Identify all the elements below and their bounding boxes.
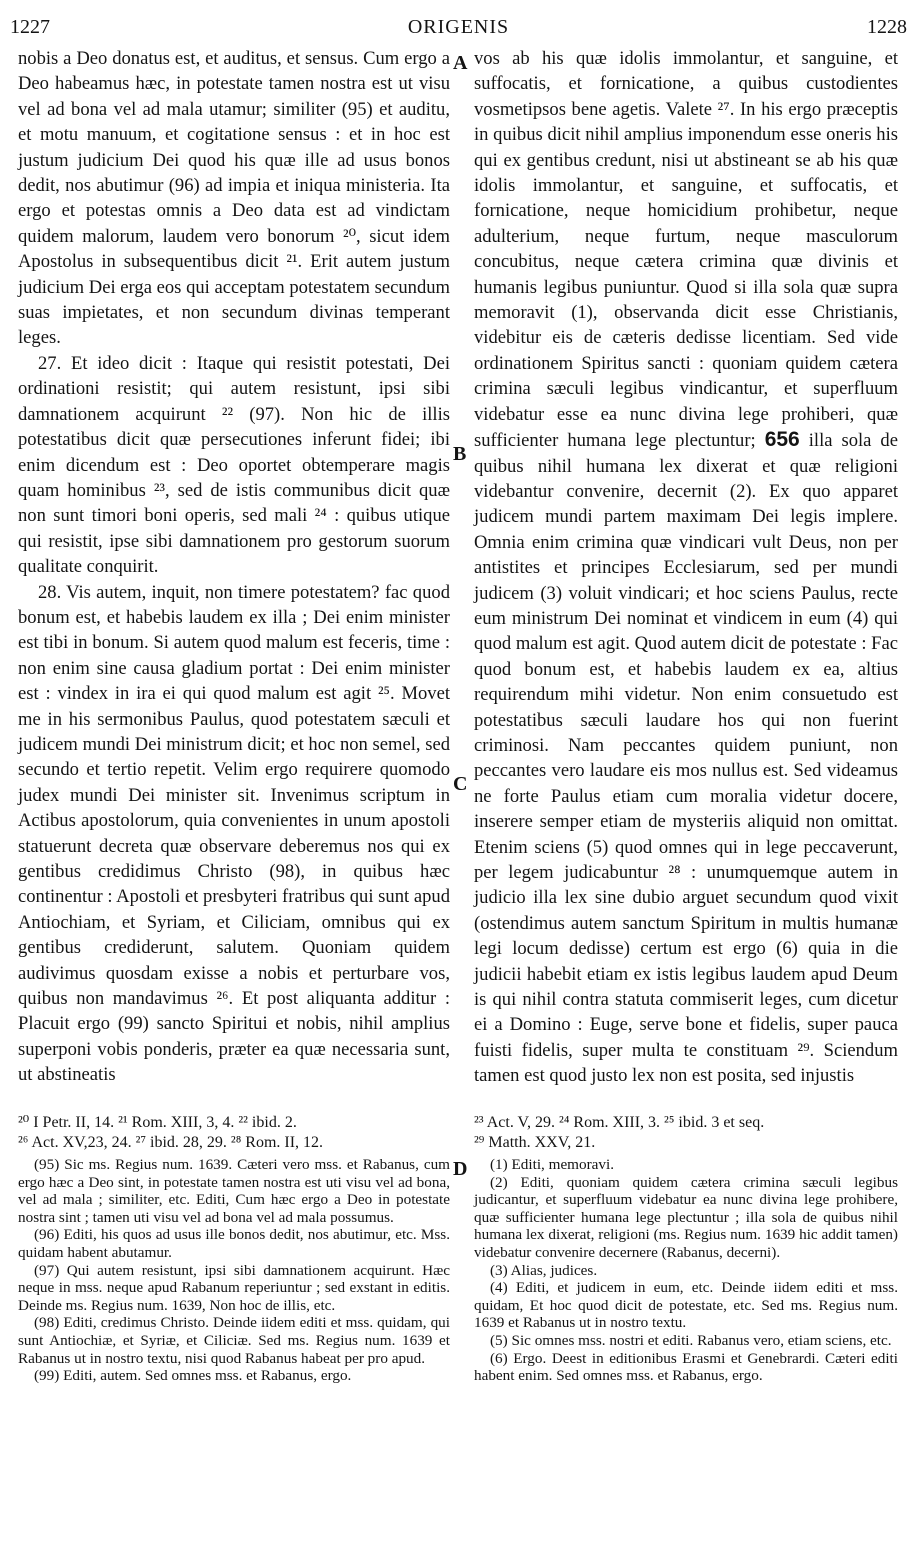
- right-paragraph-part: illa sola de quibus nihil humana lex dixerat et quæ religioni videbantur convenire, decernit (2). Ex quo apparet judicem mundi partem maximam Dei legis implere. Omnia enim crimina quæ vindicari vult Deus, non per antistites et principes Ecclesiarum, sed per mundi judicem (3) voluit vindicari; et hoc sciens Paulus, recte eum ministrum Dei nominat et vindicem in eum (4) qui quod malum est agit. Quod autem dicit de potestate : Fac quod bonum est, et habebis laudem ex ea, altius requirendum mihi videtur. Non enim consuetudo est potestatibus sæculi laudare hos qui non fuerint criminosi. Nam peccantes quidem puniunt, non peccantes vero laudare eis mos nullus est. Sed videamus ne forte Paulus etiam cum moralia videtur docere, inserere semper etiam de mysteriis aliquid non omittat. Etenim sciens (5) quod omnes qui in lege peccaverunt, per legem judicabuntur ²⁸ : unumquemque autem in judicio illa lex sine dubio arguet secundum quod vixit (ostendimus autem sanctum Spiritum in multis humanæ legi locum dedisse) certum est ergo (6) quia in die judicii habebit etiam ex istis legibus laudem apud Deum is qui nihil contra statuta commiserit leges, cum dicetur ei a Domino : Euge, serve bone et fidelis, super pauca fuisti fidelis, super multa te constituam ²⁹. Sciendum tamen est quod justo lex non est posita, sed injustis: [474, 430, 898, 1087]
- footnote: (99) Editi, autem. Sed omnes mss. et Rabanus, ergo.: [34, 1367, 352, 1385]
- footnote: (98) Editi, credimus Christo. Deinde iidem editi et mss. quidam, qui sunt Antiochiæ, et Syriæ, et Ciliciæ. Sed ms. Regius num. 1639 et Rabanus ut in nostro textu, nisi quod Rabanus habeat per pro apud.: [18, 1314, 450, 1367]
- page-number-right: 1228: [867, 16, 907, 38]
- reference-line: ²³ Act. V, 29. ²⁴ Rom. XIII, 3. ²⁵ ibid. 3 et seq.: [474, 1114, 765, 1131]
- footnote: (95) Sic ms. Regius num. 1639. Cæteri vero mss. et Rabanus, cum ergo hæc a Deo sint, in potestate tamen nostra est uti visu vel ad bona, vel ad mala ; similiter, etc. Editi, Cum hæc ergo a Deo in potestate nostra sint ; tamen uti visu vel ad bona vel ad mala possumus.: [18, 1156, 450, 1226]
- margin-marker-b: B: [453, 443, 467, 465]
- footnote: (3) Alias, judices.: [490, 1261, 598, 1279]
- right-paragraph-part: vos ab his quæ idolis immolantur, et sanguine, et suffocatis, et fornicatione, a quibus custodientes vosmetipsos bene agetis. Valete ²⁷. In his ergo præceptis in quibus dicit nihil amplius imponendum esse oneris his qui ex gentibus credunt, nisi ut abstineant se ab his quæ idolis immolantur, et sanguine, et suffocatis, et fornicatione, neque homicidium prohibetur, neque adulterium, neque furtum, neque masculorum concubitus, neque cætera crimina quæ divinis et humanis legibus puniuntur. Quod si illa sola quæ supra memoravit (1), observanda dicit esse Christianis, videbitur eis de cæteris dedisse licentiam. Sed vide ordinationem Spiritus sancti : quoniam quidem cætera crimina sæculi legibus vindicantur, et superfluum videbatur esse ea nunc divina lege prohiberi, quæ sufficienter humana lege plectuntur;: [474, 48, 898, 452]
- references-left: [18, 1113, 463, 1153]
- page-header: [10, 6, 907, 40]
- left-paragraph: 28. Vis autem, inquit, non timere potestatem? fac quod bonum est, et habebis laudem ex illa ; Dei enim minister est tibi in bonum. Si autem quod malum est feceris, time : non enim sine causa gladium portat : Dei enim minister est : vindex in ira ei qui quod malum est agit ²⁵. Movet me in his sermonibus Paulus, quod potestatem sæculi et judicem mundi Dei ministrum dicit; et hoc non semel, sed secundo et tertio repetit. Velim ergo requirere quomodo judex mundi Dei minister sit. Invenimus scriptum in Actibus apostolorum, quia convenientes in unum apostoli statuerunt decreta quæ observare deberemus nos qui ex gentibus credidimus Christo (98), in quibus hæc continentur : Apostoli et presbyteri fratribus qui sunt apud Antiochiam, et Syriam, et Ciliciam, omnibus qui ex gentibus crediderunt, salutem. Quoniam quidem audivimus quosdam exisse a nobis et perturbare vos, quibus non mandavimus ²⁶. Et post aliquanta additur : Placuit ergo (99) sancto Spiritui et nobis, nihil amplius superponi vobis ponderis, præter ea quæ necessaria sunt, ut abstineatis: [18, 581, 450, 1086]
- footnotes-right: [474, 1156, 898, 1385]
- right-paragraph: [474, 46, 898, 1089]
- page-number-left: 1227: [10, 16, 50, 38]
- left-paragraph: nobis a Deo donatus est, et auditus, et sensus. Cum ergo a Deo habeamus hæc, in potestate tamen nostra est ut visu vel ad bona vel ad mala utamur; similiter (95) et auditu, et motu manuum, et cogitatione sensus : et in hoc est justum judicium Dei quod his quæ ille ad usus bonos dedit, nos abutimur (96) ad impia et iniqua ministeria. Ita ergo et potestas omnis a Deo data est ad vindictam quidem malorum, laudem vero bonorum ²⁰, sicut idem Apostolus in subsequentibus dicit ²¹. Erit autem justum judicium Dei erga eos qui acceptam potestatem secundum suas impietates, et non secundum divinas temperant leges.: [18, 48, 450, 349]
- reference-line: ²⁹ Matth. XXV, 21.: [474, 1134, 596, 1151]
- left-paragraph: 27. Et ideo dicit : Itaque qui resistit potestati, Dei ordinationi resistit; qui autem resistunt, ipsi sibi damnationem acquirunt ²² (97). Non hic de illis potestatibus dicit quæ persecutiones inferunt fidei; ibi enim dicendum est : Deo oportet obtemperare magis quam hominibus ²³, sed de istis communibus dicit quæ non sunt timori boni operis, sed mali ²⁴ : quibus utique qui resistit, ipse sibi damnationem pro gestorum suorum qualitate conquirit.: [18, 352, 450, 578]
- margin-marker-c: C: [453, 773, 468, 795]
- reference-line: ²⁶ Act. XV,23, 24. ²⁷ ibid. 28, 29. ²⁸ Rom. II, 12.: [18, 1134, 324, 1151]
- running-title: ORIGENIS: [407, 16, 510, 38]
- footnote: (2) Editi, quoniam quidem cætera crimina sæculi legibus judicantur, et superfluum videbatur ea nunc divina lege prohibere, quæ sufficienter humana lege plectuntur ; illa sola de quibus nihil humana lex dixerat, religioni (ms. Regius num. 1639 hic addit tamen) videbatur convenire decernere (Rabanus, decerni).: [474, 1173, 898, 1261]
- footnotes-left: [18, 1156, 450, 1385]
- footnote: (1) Editi, memoravi.: [490, 1156, 614, 1173]
- page-marker-656: 656: [764, 428, 800, 452]
- references-right: [474, 1113, 899, 1153]
- left-text-column: [18, 46, 450, 1088]
- footnote: (6) Ergo. Deest in editionibus Erasmi et Genebrardi. Cæteri editi habent enim. Sed omnes mss. et Rabanus, ergo.: [474, 1349, 898, 1385]
- footnote: (5) Sic omnes mss. nostri et editi. Rabanus vero, etiam sciens, etc.: [490, 1331, 892, 1349]
- margin-marker-d: D: [453, 1158, 468, 1180]
- footnote: (4) Editi, et judicem in eum, etc. Deinde iidem editi et mss. quidam, Et hoc quod dicit de potestate, etc. Sed ms. Regius num. 1639 et Rabanus ut in nostro textu.: [474, 1279, 898, 1332]
- reference-line: ²⁰ I Petr. II, 14. ²¹ Rom. XIII, 3, 4. ²² ibid. 2.: [18, 1114, 297, 1131]
- footnote: (96) Editi, his quos ad usus ille bonos dedit, nos abutimur, etc. Mss. quidam habent abutamur.: [18, 1226, 450, 1261]
- right-text-column: [474, 46, 898, 1089]
- margin-marker-a: A: [453, 52, 468, 74]
- footnote: (97) Qui autem resistunt, ipsi sibi damnationem acquirunt. Hæc neque in mss. neque apud Rabanum reperiuntur ; sed exstant in editis. Deinde ms. Regius num. 1639, Non hoc de illis, etc.: [18, 1261, 450, 1314]
